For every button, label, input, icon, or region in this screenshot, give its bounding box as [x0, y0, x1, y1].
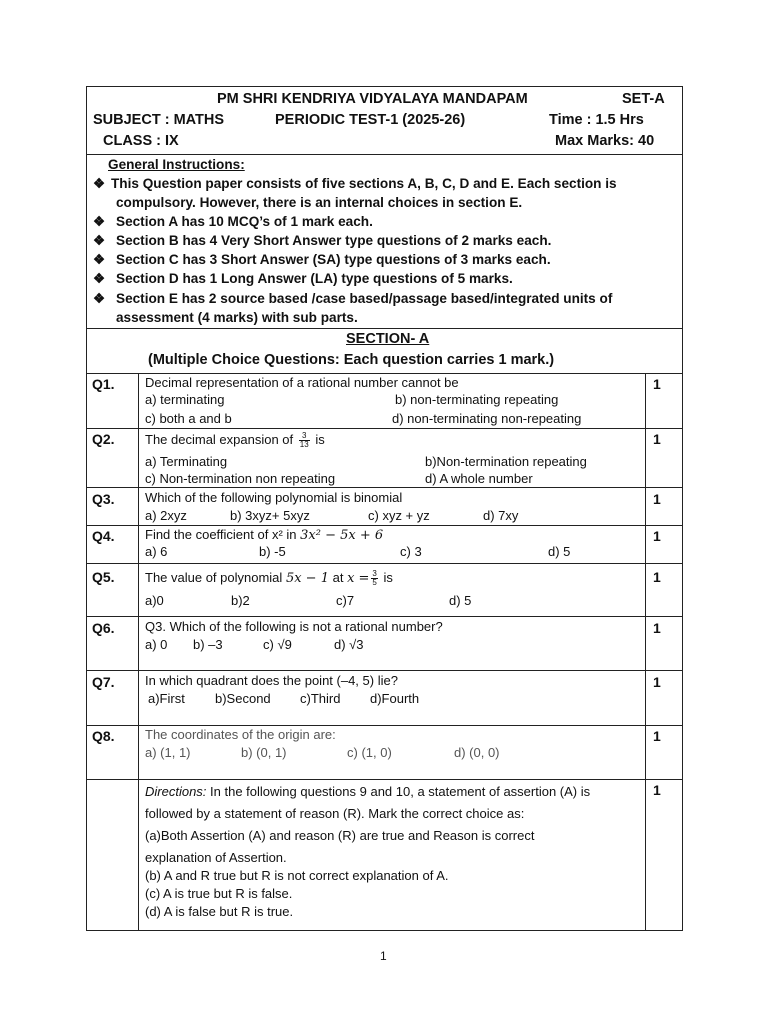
fraction — [299, 432, 310, 449]
option-a: a) terminating — [145, 392, 225, 407]
question-text: In which quadrant does the point (–4, 5) lie? — [145, 673, 398, 688]
polynomial-expression: 3x² − 5x + 6 — [300, 528, 384, 543]
question-number: Q7. — [92, 674, 115, 690]
question-number: Q5. — [92, 569, 115, 585]
instruction-bullet: ❖ — [93, 271, 106, 286]
question-text — [145, 566, 393, 591]
question-marks: 1 — [653, 620, 661, 636]
directions-line: (c) A is true but R is false. — [145, 886, 293, 901]
divider-instructions — [86, 328, 683, 329]
instructions-title: General Instructions: — [108, 157, 245, 172]
question-text-end: is — [315, 432, 325, 447]
question-text: Which of the following polynomial is binomial — [145, 490, 403, 505]
max-marks-label: Max Marks: 40 — [555, 133, 655, 149]
section-subtitle: (Multiple Choice Questions: Each question carries 1 mark.) — [148, 352, 555, 368]
question-marks: 1 — [653, 431, 661, 447]
time-label: Time : 1.5 Hrs — [549, 112, 644, 128]
option-b: b)2 — [231, 593, 250, 608]
option-d: d) 5 — [449, 593, 472, 608]
question-text — [145, 428, 325, 452]
instruction-bullet: ❖ — [93, 233, 106, 248]
instruction-item: This Question paper consists of five sections A, B, C, D and E. Each section is — [111, 176, 617, 191]
option-b: b)Non-termination repeating — [425, 454, 587, 469]
option-d: d) √3 — [334, 637, 364, 652]
instruction-bullet: ❖ — [93, 252, 106, 267]
option-b: b) 3xyz+ 5xyz — [230, 508, 310, 523]
option-a: a) 6 — [145, 544, 168, 559]
option-b: b) –3 — [193, 637, 223, 652]
question-text: The coordinates of the origin are: — [145, 727, 336, 742]
question-number: Q4. — [92, 528, 115, 544]
question-number: Q3. — [92, 491, 115, 507]
question-text-end: is — [383, 570, 393, 585]
directions-line: followed by a statement of reason (R). Mark the correct choice as: — [145, 806, 525, 821]
option-b: b)Second — [215, 691, 271, 706]
option-d: d) 5 — [548, 544, 571, 559]
option-c: c) √9 — [263, 637, 292, 652]
option-c: c) xyz + yz — [368, 508, 430, 523]
divider-q3 — [86, 525, 683, 526]
section-title: SECTION- A — [346, 331, 430, 347]
option-d: d)Fourth — [370, 691, 420, 706]
question-marks: 1 — [653, 569, 661, 585]
instruction-item: compulsory. However, there is an internal choices in section E. — [116, 195, 523, 210]
option-d: d) A whole number — [425, 471, 533, 486]
question-number: Q1. — [92, 376, 115, 392]
set-label: SET-A — [622, 91, 665, 107]
option-a: a) Terminating — [145, 454, 228, 469]
directions-line: (d) A is false but R is true. — [145, 904, 294, 919]
fraction-numerator: 3 — [372, 569, 377, 579]
option-d: d) 7xy — [483, 508, 519, 523]
question-marks: 1 — [653, 728, 661, 744]
option-c: c)7 — [336, 593, 355, 608]
instruction-item: assessment (4 marks) with sub parts. — [116, 310, 358, 325]
instruction-item: Section E has 2 source based /case based/passage based/integrated units of — [116, 291, 613, 306]
divider-section — [86, 373, 683, 374]
divider-header — [86, 154, 683, 155]
instruction-item: Section C has 3 Short Answer (SA) type questions of 3 marks each. — [116, 252, 551, 267]
class-label: CLASS : IX — [103, 133, 179, 149]
directions-first-line — [145, 785, 590, 798]
option-c: c)Third — [300, 691, 341, 706]
instruction-bullet: ❖ — [93, 291, 106, 306]
question-number: Q8. — [92, 728, 115, 744]
option-b: b) -5 — [259, 544, 286, 559]
option-c: c) both a and b — [145, 411, 232, 426]
question-marks: 1 — [653, 491, 661, 507]
option-a: a) (1, 1) — [145, 745, 191, 760]
question-marks: 1 — [653, 674, 661, 690]
subject-label: SUBJECT : MATHS — [93, 112, 225, 128]
option-c: c) 3 — [400, 544, 422, 559]
option-b: b) non-terminating repeating — [395, 392, 559, 407]
question-text — [145, 528, 383, 542]
divider-q4 — [86, 563, 683, 564]
option-a: a)First — [148, 691, 185, 706]
option-d: d) non-terminating non-repeating — [392, 411, 582, 426]
option-a: a) 2xyz — [145, 508, 187, 523]
question-number: Q2. — [92, 431, 115, 447]
instruction-item: Section D has 1 Long Answer (LA) type questions of 5 marks. — [116, 271, 513, 286]
directions-label: Directions: — [145, 784, 207, 799]
fraction-numerator: 3 — [299, 432, 310, 441]
polynomial-expression: 5x − 1 — [285, 571, 329, 586]
option-d: d) (0, 0) — [454, 745, 500, 760]
variable-assignment: x = — [347, 571, 370, 586]
divider-q6 — [86, 670, 683, 671]
page-number: 1 — [380, 949, 387, 963]
fraction-denominator: 5 — [372, 578, 377, 588]
option-c: c) Non-termination non repeating — [145, 471, 336, 486]
question-marks: 1 — [653, 376, 661, 392]
option-b: b) (0, 1) — [241, 745, 287, 760]
instruction-item: Section B has 4 Very Short Answer type questions of 2 marks each. — [116, 233, 552, 248]
instruction-item: Section A has 10 MCQ’s of 1 mark each. — [116, 214, 373, 229]
directions-line: In the following questions 9 and 10, a statement of assertion (A) is — [206, 784, 591, 799]
option-a: a) 0 — [145, 637, 168, 652]
fraction — [371, 570, 377, 587]
question-text-middle: at — [332, 570, 344, 585]
school-name: PM SHRI KENDRIYA VIDYALAYA MANDAPAM — [217, 91, 528, 107]
divider-q2 — [86, 487, 683, 488]
divider-q7 — [86, 725, 683, 726]
instruction-bullet: ❖ — [93, 214, 106, 229]
directions-line: (a)Both Assertion (A) and reason (R) are true and Reason is correct — [145, 828, 535, 843]
question-text: Q3. Which of the following is not a rational number? — [145, 619, 443, 634]
question-marks: 1 — [653, 782, 661, 798]
question-text-start: The value of polynomial — [145, 570, 283, 585]
question-marks: 1 — [653, 528, 661, 544]
option-a: a)0 — [145, 593, 164, 608]
question-text-start: Find the coefficient of x² in — [145, 527, 297, 542]
test-name: PERIODIC TEST-1 (2025-26) — [275, 112, 466, 128]
question-text-start: The decimal expansion of — [145, 432, 294, 447]
fraction-denominator: 13 — [299, 440, 309, 450]
divider-q5 — [86, 616, 683, 617]
option-c: c) (1, 0) — [347, 745, 392, 760]
divider-qnum-column — [138, 373, 139, 931]
question-number: Q6. — [92, 620, 115, 636]
question-text: Decimal representation of a rational number cannot be — [145, 375, 459, 390]
directions-line: (b) A and R true but R is not correct explanation of A. — [145, 868, 449, 883]
directions-line: explanation of Assertion. — [145, 850, 287, 865]
divider-q8 — [86, 779, 683, 780]
instruction-bullet: ❖ — [93, 176, 106, 191]
divider-marks-column — [645, 373, 646, 931]
